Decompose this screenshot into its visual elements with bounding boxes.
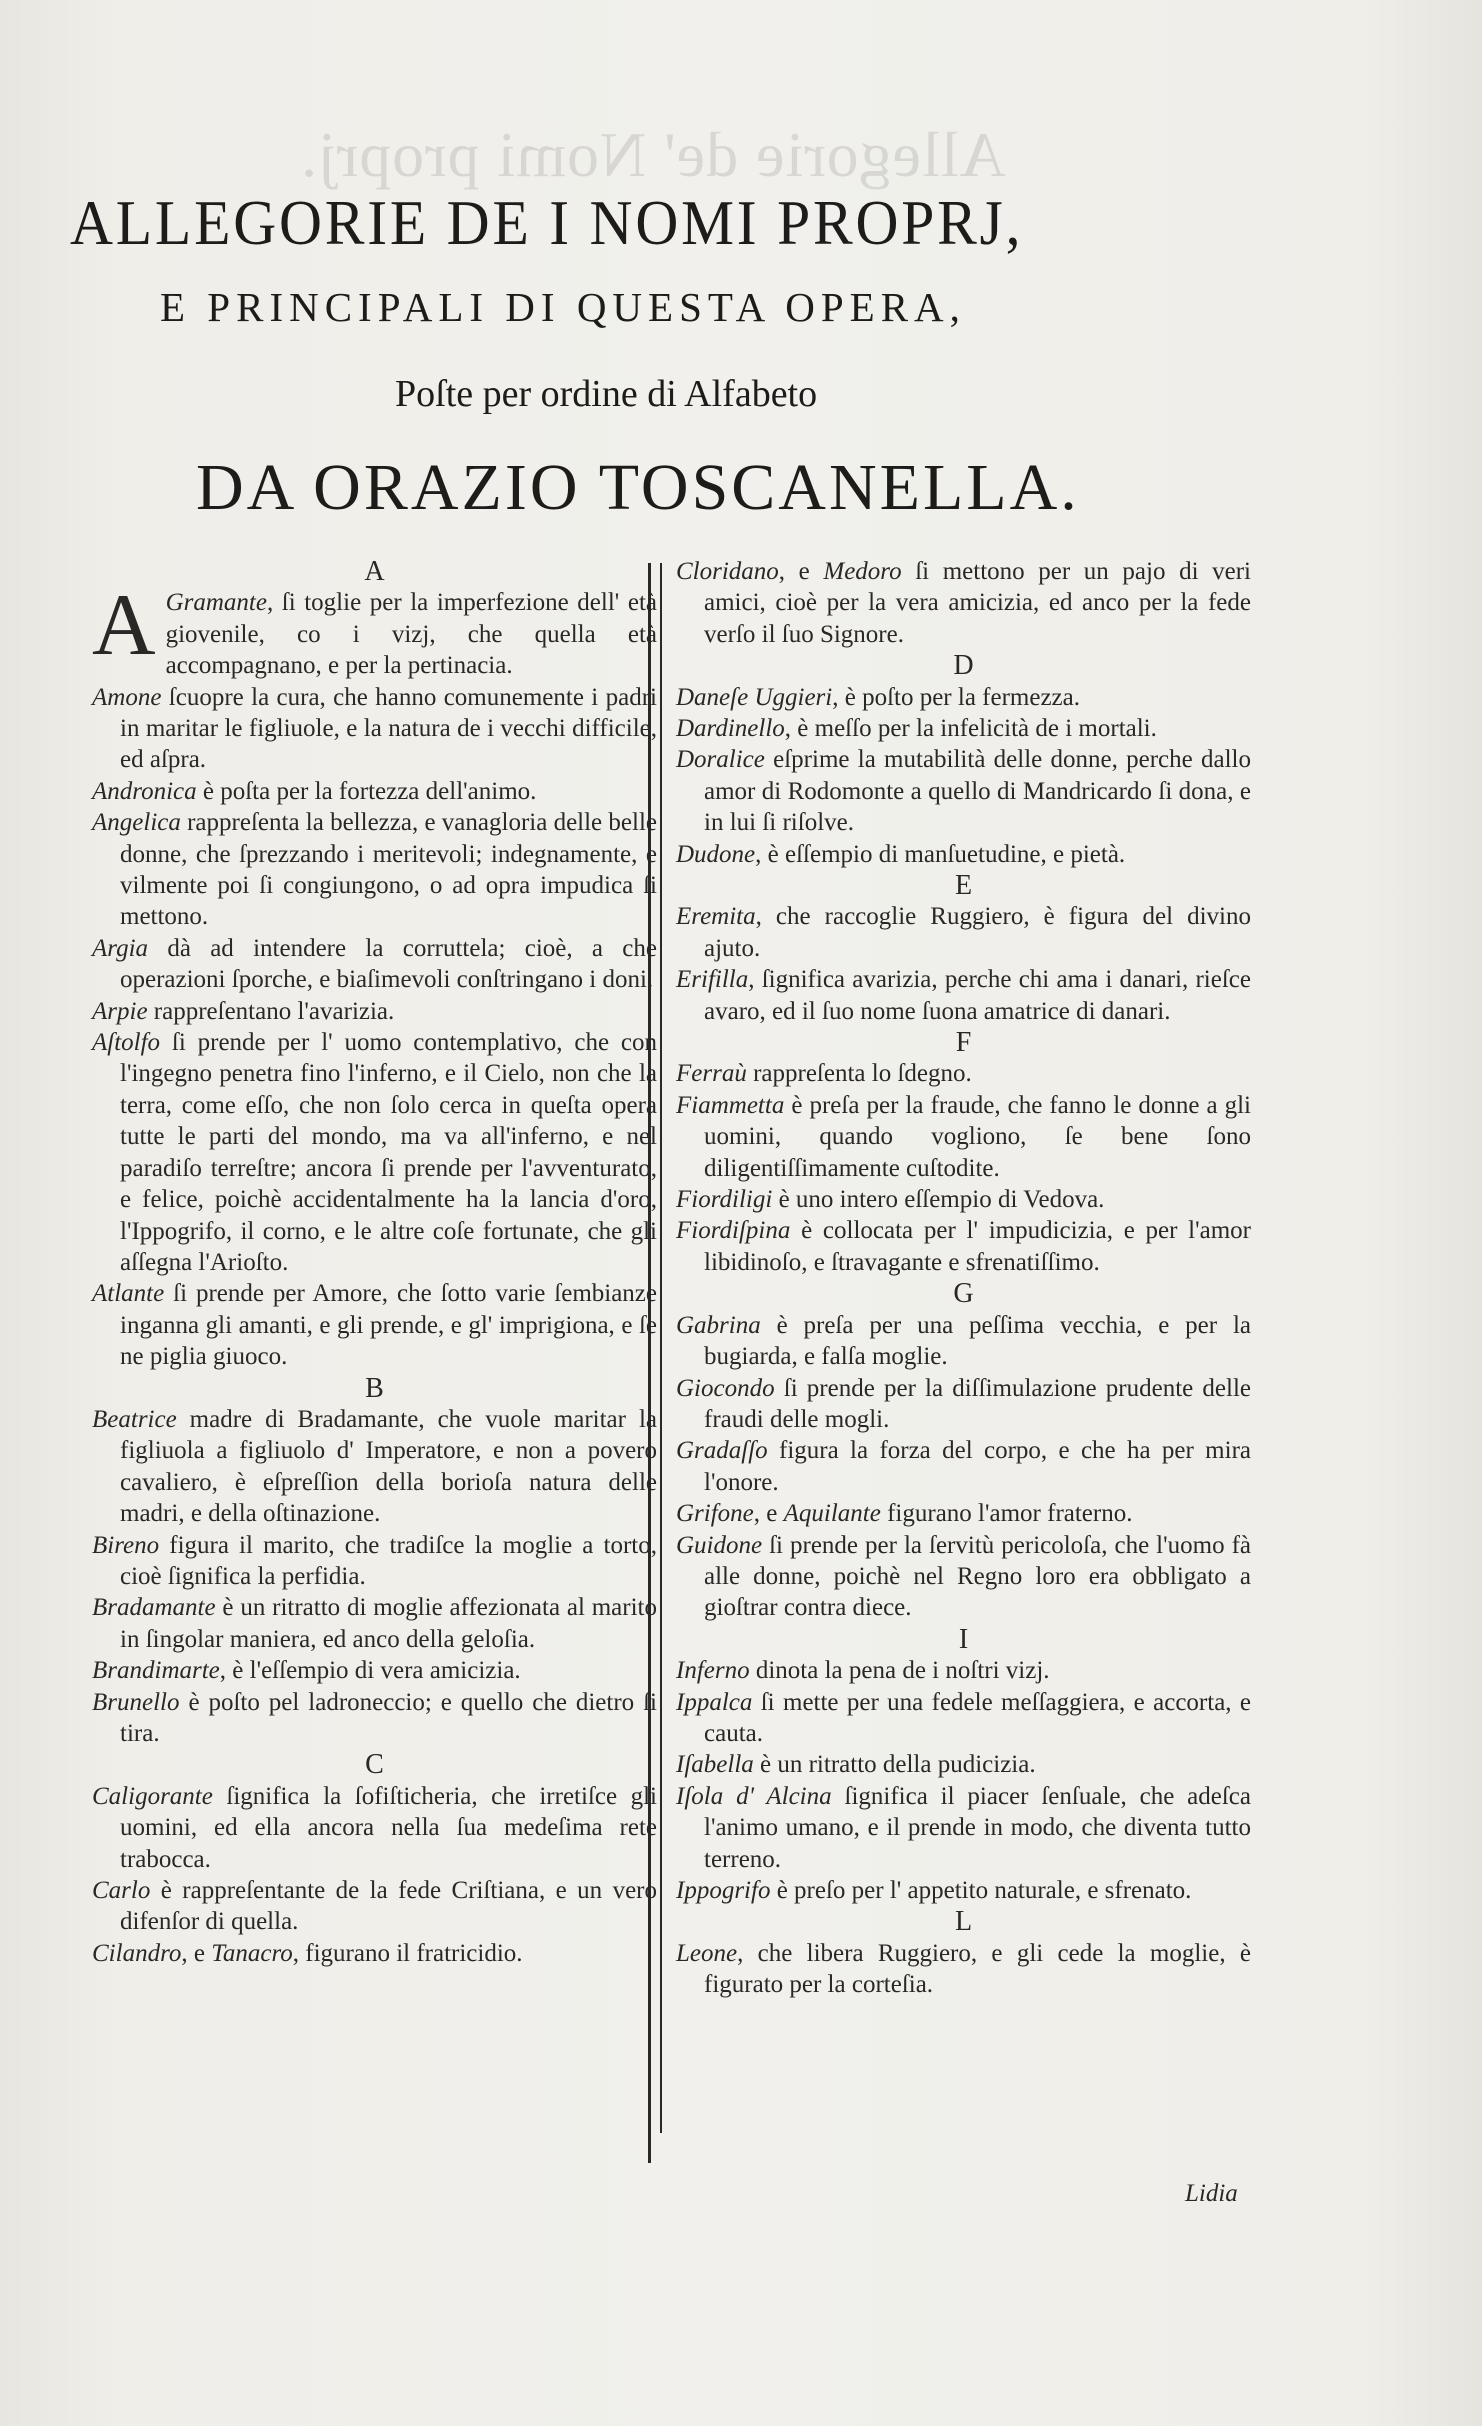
entry-text: è preſa per una peſſima vecchia, e per la bugiarda, e falſa moglie. [704,1311,1251,1371]
entry-text: è un ritratto della pudicizia. [753,1751,1036,1779]
entry-name: Brunello [92,1688,180,1716]
entry-name: Gradaſſo [676,1437,768,1465]
entry-text: , è l'eſſempio di vera amicizia. [219,1657,521,1685]
entry-text: , è meſſo per la infelicità de i mortali. [784,715,1157,743]
entry [92,933,657,996]
entry [676,713,1251,744]
page-subtitle: E PRINCIPALI DI QUESTA OPERA, [160,284,966,330]
entry-text: è preſo per l' appetito naturale, e sfrenato. [770,1876,1192,1904]
section-letter: C [365,1749,384,1781]
entry [676,1058,1251,1089]
entry-name: Erifilla [676,966,749,994]
entry-name: Ippalca [676,1688,753,1716]
section-letter: B [365,1372,384,1404]
entry-text: dà ad intendere la corruttela; cioè, a che operazioni ſporche, e biaſimevoli conſtringano i doni. [120,934,657,994]
entry-text: ſignifica la ſofiſticheria, che irretiſce gli uomini, ed ella ancora nella ſua medeſima rete trabocca. [120,1782,657,1873]
entry-name: Daneſe Uggieri [676,683,833,711]
entry-text: è collocata per l' impudicizia, e per l'amor libidinoſo, e ſtravagante e sfrenatiſſimo. [704,1217,1251,1276]
entry-name: Bireno [92,1531,160,1559]
left-column [92,556,657,1969]
section-letter: A [364,556,385,587]
bleed-through-text: Allegorie de' Nomi proprj. [300,119,1006,190]
section-letter: F [955,1027,972,1059]
entry [92,1781,657,1875]
entry-text: , e [778,558,824,585]
entry-name: Fiordiligi [676,1186,773,1214]
entry-text: ſignifica il piacer ſenſuale, che adeſca l'animo umano, e il prende in modo, che diventa tutto terreno. [704,1782,1252,1873]
entry-text: , che libera Ruggiero, e gli cede la moglie, è figurato per la corteſia. [704,1939,1251,1999]
entry [676,1749,1251,1780]
entry-name: Eremita [676,903,756,931]
entry-name: Gramante [165,589,267,617]
entry [676,1090,1251,1184]
section-letter: D [953,650,974,682]
entry [92,577,657,681]
entry-name: Dardinello [676,715,785,743]
entry-name: Beatrice [92,1405,177,1433]
entry-text: è un ritratto di moglie affezionata al marito in ſingolar maniera, ed anco della geloſia. [120,1594,657,1653]
entry-text: ſi prende per la ſervitù pericoloſa, che l'uomo fà alle donne, poichè nel Regno loro era obbligato a gioſtrar contra diece. [704,1531,1251,1622]
entry-text: ſi prende per la diſſimulazione prudente delle fraudi delle mogli. [704,1374,1251,1433]
entry-text: eſprime la mutabilità delle donne, perche dallo amor di Rodomonte a quello di Mandricardo ſi dona, e in lui ſi riſolve. [704,746,1251,837]
entry [92,1655,657,1686]
entry-name: Medoro [823,558,902,585]
entry-text: ſcuopre la cura, che hanno comunemente i padri in maritar le figliuole, e la natura de i vecchi difficile, ed aſpra. [120,683,657,774]
entry-name: Aquilante [783,1500,881,1528]
entry-text: è preſa per la fraude, che fanno le donne a gli uomini, quando vogliono, ſe bene ſono diligentiſſimamente cuſtodite. [704,1091,1251,1182]
right-column [676,556,1251,2001]
page-author: DA ORAZIO TOSCANELLA. [196,451,1080,524]
entry-name: Ferraù [676,1060,747,1088]
entry [676,1310,1251,1373]
entry-name: Inferno [676,1657,750,1685]
entry-name: Ippogrifo [676,1876,771,1904]
entry-text: dinota la pena de i noſtri vizj. [749,1657,1050,1685]
entry-text: , che raccoglie Ruggiero, è figura del divino ajuto. [704,903,1251,962]
entry [92,776,657,807]
entry-text: è uno intero eſſempio di Vedova. [772,1186,1105,1214]
entry-text: , e [181,1939,212,1967]
entry-text: , è poſto per la fermezza. [832,683,1080,711]
entry-name: Amone [92,683,162,711]
entry [676,1687,1251,1750]
entry-name: Giocondo [676,1374,775,1402]
entry [676,1184,1251,1215]
entry-text: , ſi toglie per la imperfezione dell' età giovenile, co i vizj, che quella età accompagnano, e per la pertinacia. [165,589,657,680]
entry-name: Angelica [92,809,181,837]
entry [676,744,1251,838]
entry-name: Argia [92,934,149,962]
entry-name: Dudone [676,840,756,868]
entry [92,996,657,1027]
page-title: ALLEGORIE DE I NOMI PROPRJ, [70,187,1024,258]
entry-text: ſi prende per l' uomo contemplativo, che con l'ingegno penetra fino l'inferno, e il Cielo, non che la terra, come eſſo, che non ſolo cerca in queſta opera tutte le parti del mondo, ma va all'inferno, e nel paradiſo terreſtre; ancora ſi prende per l'avventurato, e felice, poichè accidentalmente ha la lancia d'oro, l'Ippogrifo, il corno, e le altre coſe fortunate, che gli aſſegna l'Arioſto. [120,1029,657,1276]
entry [92,807,657,933]
entry-text: , ſignifica avarizia, perche chi ama i danari, rieſce avaro, ed il ſuo nome ſuona amatrice di danari. [704,966,1251,1025]
entry-name: Arpie [92,997,148,1025]
entry-text: figura il marito, che tradiſce la moglie a torto, cioè ſignifica la perfidia. [120,1531,657,1590]
section-letter: I [958,1623,969,1655]
entry-name: Tanacro [211,1939,293,1967]
catchword: Lidia [1185,2180,1238,2207]
entry-text: ſi mette per una fedele meſſaggiera, e accorta, e cauta. [704,1688,1251,1747]
entry-text: rappreſentano l'avarizia. [147,997,395,1025]
entry [92,682,657,776]
entry-name: Leone [676,1939,738,1967]
section-letter: E [954,870,973,902]
entry [676,964,1251,1027]
entry-name: Grifone [676,1500,754,1528]
entry-text: ſi mettono per un pajo di veri amici, cioè per la vera amicizia, ed anco per la fede verſo il ſuo Signore. [704,558,1251,648]
entry [676,1875,1251,1906]
entry-text: rappreſenta la bellezza, e vanagloria delle belle donne, che ſprezzando i meritevoli; indegnamente, e vilmente poi ſi congiungono, o ad opra impudica ſi mettono. [120,809,657,931]
entry [676,1215,1251,1278]
section-letter: L [954,1906,973,1938]
entry [676,1373,1251,1436]
entry-name: Brandimarte [92,1657,220,1685]
entry-text: , è eſſempio di manſuetudine, e pietà. [755,840,1126,868]
entry-text: è poſto pel ladroneccio; e quello che dietro ſi tira. [120,1688,657,1747]
entry [676,682,1251,713]
entry [92,1938,657,1969]
entry-name: Carlo [92,1877,151,1905]
entry-name: Gabrina [676,1311,761,1339]
entry [676,1530,1251,1624]
entry-name: Andronica [92,777,197,805]
drop-cap: A [92,577,156,675]
entry-text: , figurano il fratricidio. [292,1939,523,1967]
column-rule [660,563,662,2133]
entry [92,1530,657,1593]
entry [676,1781,1251,1875]
entry [676,1498,1251,1529]
entry [676,839,1251,870]
entry [676,556,1251,650]
entry-name: Caligorante [92,1782,213,1810]
entry-text: ſi prende per Amore, che ſotto varie ſembianze inganna gli amanti, e gli prende, e gl' imprigiona, e ſe ne piglia giuoco. [120,1280,657,1371]
entry-name: Cloridano [676,558,779,585]
entry [92,1875,657,1938]
entry-name: Guidone [676,1531,763,1559]
entry-name: Doralice [676,746,765,774]
entry [92,1687,657,1750]
entry-text: , e [753,1500,784,1528]
entry-name: Aſtolfo [92,1029,161,1057]
entry-name: Fiammetta [676,1091,785,1119]
entry [676,1655,1251,1686]
entry-text: figurano l'amor fraterno. [880,1500,1133,1528]
entry-name: Cilandro [92,1939,182,1967]
entry-name: Atlante [92,1280,165,1308]
entry-text: rappreſenta lo ſdegno. [746,1060,972,1088]
entry-name: Fiordiſpina [676,1217,791,1245]
entry-name: Iſabella [676,1751,754,1779]
entry-text: è poſta per la fortezza dell'animo. [196,777,537,805]
entry [676,1435,1251,1498]
entry [92,1592,657,1655]
entry-text: figura la forza del corpo, e che ha per mira l'onore. [704,1437,1251,1496]
entry-text: madre di Bradamante, che vuole maritar la figliuola a figliuolo d' Imperatore, e non a povero cavaliero, è eſpreſſion della borioſa natura delle madri, e della oſtinazione. [120,1405,657,1528]
entry-name: Iſola d' Alcina [676,1782,832,1810]
entry [92,1404,657,1530]
entry [676,1938,1251,2001]
entry [676,901,1251,964]
entry [92,1278,657,1372]
entry [92,1027,657,1278]
page-subtitle-order: Poſte per ordine di Alfabeto [395,373,818,415]
entry-name: Bradamante [92,1594,216,1622]
entry-text: è rappreſentante de la fede Criſtiana, e un vero difenſor di quella. [120,1877,657,1936]
section-letter: G [953,1278,974,1310]
